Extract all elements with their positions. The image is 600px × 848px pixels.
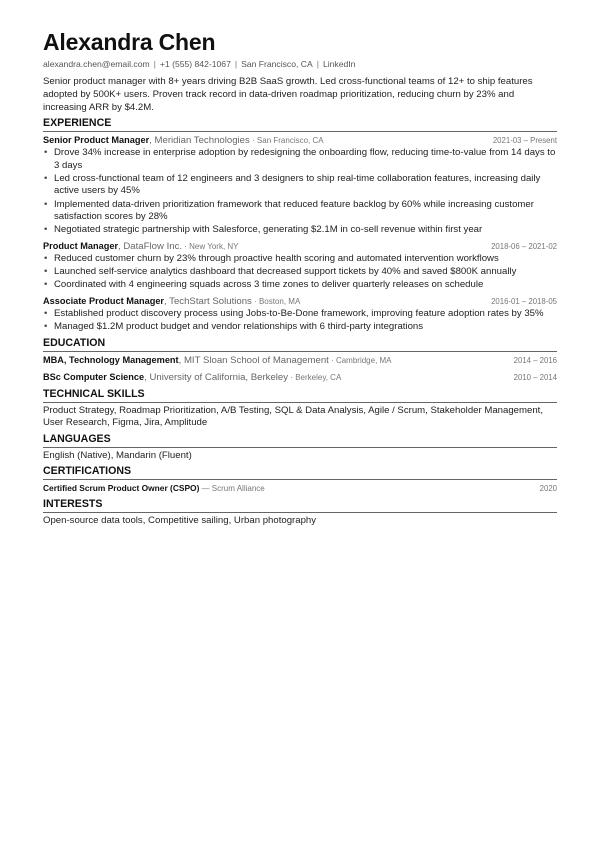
linkedin-link[interactable]: LinkedIn (322, 59, 356, 69)
education-dates: 2010 – 2014 (513, 372, 557, 382)
skills-text: Product Strategy, Roadmap Prioritization, A/B Testing, SQL & Data Analysis, Agile / Scrum, Stakeholder Management, User Research, Figma, Jira, Amplitude (43, 404, 544, 429)
job-title: Senior Product Manager (43, 135, 150, 145)
experience-list (43, 134, 557, 334)
section-languages: LANGUAGES (43, 433, 557, 448)
school: , MIT Sloan School of Management (178, 354, 329, 366)
job-bullet: • Reduced customer churn by 23% through proactive health scoring and automated intervention workflows (43, 253, 557, 266)
job-bullet: • Implemented data-driven prioritization framework that reduced feature backlog by 60% while increasing customer satisfaction scores by 28% (43, 199, 557, 224)
certification-row (43, 482, 557, 495)
email[interactable]: alexandra.chen@email.com (43, 59, 150, 69)
job-location: · Boston, MA (251, 296, 301, 306)
job-dates: 2016-01 – 2018-05 (491, 296, 557, 306)
job-entry (43, 134, 557, 237)
job-entry (43, 240, 557, 292)
job-header (43, 295, 557, 308)
job-location: · New York, NY (182, 241, 239, 251)
resume (43, 29, 557, 528)
interests-text: Open-source data tools, Competitive sailing, Urban photography (43, 515, 317, 527)
school: , University of California, Berkeley (144, 371, 289, 383)
job-company: , DataFlow Inc. (118, 240, 183, 252)
section-experience: EXPERIENCE (43, 117, 557, 132)
degree: MBA, Technology Management (43, 354, 179, 365)
cert-year: 2020 (539, 484, 557, 494)
summary: Senior product manager with 8+ years driving B2B SaaS growth. Led cross-functional teams of 12+ to ship features adopted by 500K+ users. Proven track record in data-driven roadmap prioritization, reducing churn by 23% and increasing ARR by $4.2M. (43, 76, 533, 113)
job-bullet: • Established product discovery process using Jobs-to-Be-Done framework, improving feature adoption rates by 35% (43, 308, 557, 321)
job-company: , Meridian Technologies (149, 135, 250, 146)
school-location: · Berkeley, CA (288, 372, 342, 382)
education-dates: 2014 – 2016 (513, 355, 557, 365)
section-skills: TECHNICAL SKILLS (43, 388, 557, 403)
cert-issuer: — Scrum Alliance (199, 484, 265, 494)
job-bullet: • Drove 34% increase in enterprise adoption by redesigning the onboarding flow, reducing time-to-value from 14 days to 3 days (43, 147, 557, 172)
job-bullet: • Launched self-service analytics dashboard that decreased support tickets by 40% and saved $800K annually (43, 266, 557, 279)
job-title: Product Manager (43, 240, 119, 251)
location: San Francisco, CA (241, 59, 313, 69)
education-entry (43, 371, 557, 384)
section-interests: INTERESTS (43, 498, 557, 513)
job-bullet: • Negotiated strategic partnership with Salesforce, generating $2.1M in co-sell revenue within first year (43, 224, 557, 237)
job-header (43, 240, 557, 253)
job-company: , TechStart Solutions (164, 295, 252, 307)
school-location: · Cambridge, MA (328, 355, 392, 365)
job-title: Associate Product Manager (43, 295, 165, 306)
education-list (43, 354, 557, 384)
job-header (43, 134, 557, 147)
section-education: EDUCATION (43, 337, 557, 352)
job-bullets (43, 147, 557, 237)
education-entry (43, 354, 557, 367)
degree: BSc Computer Science (43, 371, 145, 382)
job-bullet: • Managed $1.2M product budget and vendor relationships with 6 third-party integrations (43, 321, 557, 334)
job-bullets (43, 308, 557, 334)
job-bullets (43, 253, 557, 292)
job-bullet: • Coordinated with 4 engineering squads across 3 time zones to deliver quarterly releases on schedule (43, 279, 557, 292)
job-entry (43, 295, 557, 334)
languages-text: English (Native), Mandarin (Fluent) (43, 449, 192, 461)
name: Alexandra Chen (43, 29, 216, 55)
phone: +1 (555) 842-1067 (159, 59, 231, 69)
job-dates: 2018-06 – 2021-02 (491, 241, 557, 251)
job-dates: 2021-03 – Present (492, 136, 557, 145)
cert-name: Certified Scrum Product Owner (CSPO) (43, 483, 200, 494)
contact-line: alexandra.chen@email.com | +1 (555) 842-1067 | San Francisco, CA | LinkedIn (43, 59, 356, 69)
job-location: · San Francisco, CA (249, 136, 324, 145)
job-bullet: • Led cross-functional team of 12 engineers and 3 designers to ship real-time collaboration features, increasing daily active users by 45% (43, 173, 557, 198)
section-certifications: CERTIFICATIONS (43, 465, 557, 480)
